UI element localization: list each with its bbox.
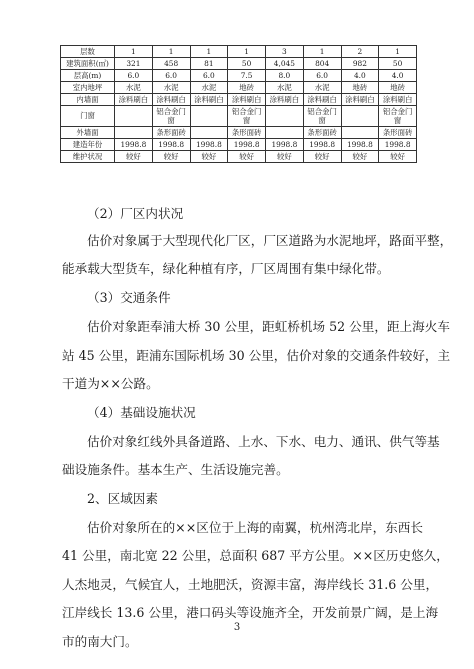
table-cell (266, 106, 304, 127)
table-cell: 水泥 (152, 82, 190, 94)
table-cell: 较好 (379, 151, 417, 163)
row-label: 建造年份 (61, 139, 115, 151)
table-cell: 地砖 (341, 82, 379, 94)
paragraph-line: 站 45 公里，距浦东国际机场 30 公里，估价对象的交通条件较好，主 (62, 348, 451, 363)
table-row (61, 58, 417, 70)
table-row (61, 127, 417, 139)
table-cell: 1 (379, 46, 417, 58)
table-cell: 涂料刷白 (379, 94, 417, 106)
table-cell: 6.0 (190, 70, 228, 82)
table-cell: 涂料刷白 (152, 94, 190, 106)
row-label: 维护状况 (61, 151, 115, 163)
paragraph-line: 估价对象属于大型现代化厂区，厂区道路为水泥地坪，路面平整， (87, 233, 453, 248)
table-cell: 50 (379, 58, 417, 70)
paragraph-line: 干道为××公路。 (62, 376, 159, 391)
table-cell: 较好 (303, 151, 341, 163)
table-cell: 涂料刷白 (341, 94, 379, 106)
row-label: 建筑面积(㎡) (61, 58, 115, 70)
table-cell (190, 106, 228, 127)
table-cell: 地砖 (228, 82, 266, 94)
table-cell: 1998.8 (341, 139, 379, 151)
page-number: 3 (233, 622, 241, 633)
table-cell (341, 127, 379, 139)
table-cell: 条形面砖 (152, 127, 190, 139)
table-cell (266, 127, 304, 139)
table-cell: 水泥 (266, 82, 304, 94)
building-info-table (60, 45, 417, 163)
table-cell: 81 (190, 58, 228, 70)
table-row (61, 139, 417, 151)
heading-traffic: （3）交通条件 (87, 290, 171, 305)
table-cell: 6.0 (303, 70, 341, 82)
table-cell: 6.0 (152, 70, 190, 82)
table-cell: 涂料刷白 (303, 94, 341, 106)
table-cell: 4,045 (266, 58, 304, 70)
paragraph-line: 市的南大门。 (62, 634, 138, 649)
table-cell: 水泥 (303, 82, 341, 94)
table-cell: 铝合金门窗 (152, 106, 190, 127)
row-label: 室内地坪 (61, 82, 115, 94)
table-cell: 1 (115, 46, 153, 58)
table-cell: 较好 (152, 151, 190, 163)
table-row (61, 151, 417, 163)
table-cell: 铝合金门窗 (379, 106, 417, 127)
table-cell: 4.0 (341, 70, 379, 82)
row-label: 内墙面 (61, 94, 115, 106)
paragraph-line: 估价对象红线外具备道路、上水、下水、电力、通讯、供气等基 (87, 434, 440, 449)
table-cell: 1 (303, 46, 341, 58)
table-cell: 4.0 (379, 70, 417, 82)
table-cell: 条形面砖 (228, 127, 266, 139)
row-label: 外墙面 (61, 127, 115, 139)
paragraph-line: 能承载大型货车，绿化种植有序，厂区周围有集中绿化带。 (62, 261, 390, 276)
table-cell: 较好 (266, 151, 304, 163)
table-cell: 804 (303, 58, 341, 70)
table-cell: 6.0 (115, 70, 153, 82)
table-cell: 条形面砖 (379, 127, 417, 139)
table-cell: 1998.8 (303, 139, 341, 151)
table-cell: 2 (341, 46, 379, 58)
table-row (61, 46, 417, 58)
table-cell: 7.5 (228, 70, 266, 82)
table-cell: 1998.8 (115, 139, 153, 151)
table-cell (190, 127, 228, 139)
table-cell: 1998.8 (266, 139, 304, 151)
table-cell: 涂料刷白 (115, 94, 153, 106)
table-cell: 50 (228, 58, 266, 70)
table-cell: 1998.8 (190, 139, 228, 151)
table-cell: 1998.8 (152, 139, 190, 151)
table-cell: 较好 (115, 151, 153, 163)
table-cell (115, 106, 153, 127)
row-label: 门窗 (61, 106, 115, 127)
table-cell: 涂料刷白 (266, 94, 304, 106)
table-cell: 458 (152, 58, 190, 70)
table-cell: 地砖 (379, 82, 417, 94)
paragraph-line: 估价对象所在的××区位于上海的南翼，杭州湾北岸，东西长 (87, 520, 423, 535)
table-cell: 321 (115, 58, 153, 70)
building-table (60, 45, 417, 163)
table-cell: 982 (341, 58, 379, 70)
table-cell: 3 (266, 46, 304, 58)
table-cell: 较好 (190, 151, 228, 163)
table-cell: 条形面砖 (303, 127, 341, 139)
table-cell (115, 127, 153, 139)
heading-region: 2、区域因素 (87, 491, 158, 506)
table-cell: 1 (228, 46, 266, 58)
table-cell (341, 106, 379, 127)
table-cell: 1998.8 (228, 139, 266, 151)
heading-infrastructure: （4）基础设施状况 (87, 405, 196, 420)
table-row (61, 82, 417, 94)
table-cell: 1 (190, 46, 228, 58)
table-cell: 水泥 (115, 82, 153, 94)
table-cell: 较好 (341, 151, 379, 163)
paragraph-line: 估价对象距奉浦大桥 30 公里，距虹桥机场 52 公里，距上海火车 (87, 319, 450, 334)
heading-factory: （2）厂区内状况 (87, 206, 184, 221)
row-label: 层高(m) (61, 70, 115, 82)
table-row (61, 106, 417, 127)
table-cell: 8.0 (266, 70, 304, 82)
table-cell: 1998.8 (379, 139, 417, 151)
table-cell: 涂料刷白 (228, 94, 266, 106)
table-row (61, 94, 417, 106)
row-label: 层数 (61, 46, 115, 58)
paragraph-line: 人杰地灵，气候宜人，土地肥沃，资源丰富，海岸线长 31.6 公里， (62, 577, 439, 592)
paragraph-line: 础设施条件。基本生产、生活设施完善。 (62, 462, 289, 477)
table-cell: 水泥 (190, 82, 228, 94)
table-cell: 1 (152, 46, 190, 58)
table-cell: 铝合金门窗 (303, 106, 341, 127)
paragraph-line: 江岸线长 13.6 公里，港口码头等设施齐全，开发前景广阔，是上海 (62, 605, 439, 620)
table-row (61, 70, 417, 82)
table-cell: 铝合金门窗 (228, 106, 266, 127)
table-cell: 较好 (228, 151, 266, 163)
table-cell: 涂料刷白 (190, 94, 228, 106)
paragraph-line: 41 公里，南北宽 22 公里，总面积 687 平方公里。××区历史悠久， (62, 548, 449, 563)
